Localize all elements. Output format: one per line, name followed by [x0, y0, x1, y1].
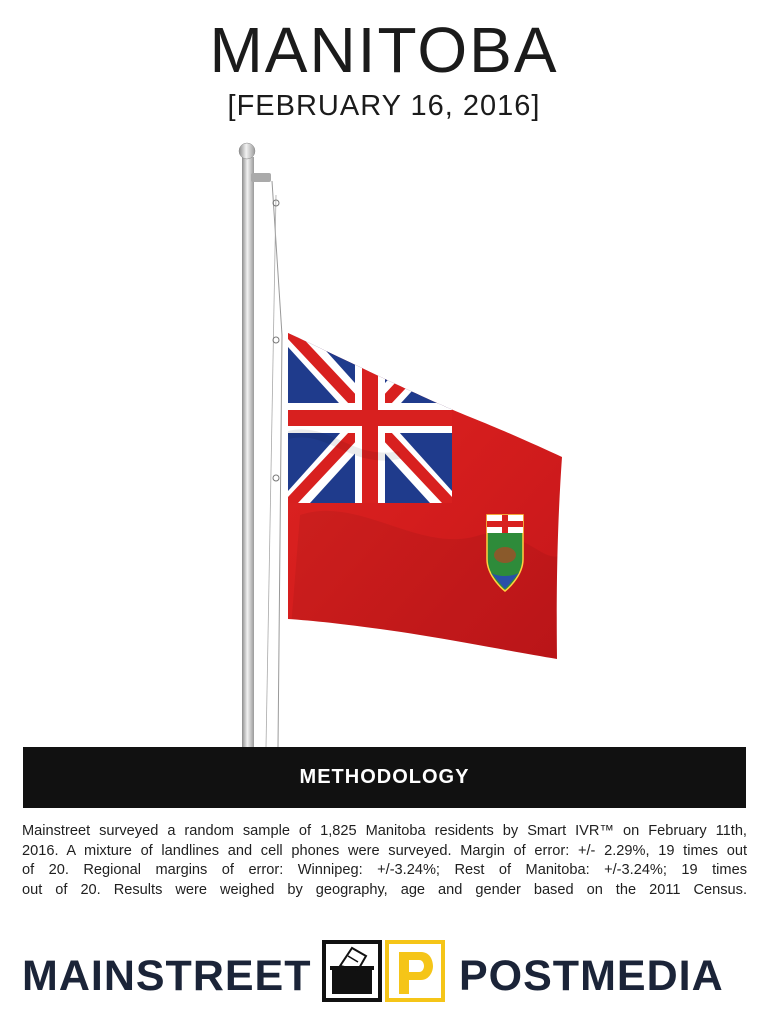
- methodology-line: 2016. A mixture of landlines and cell phones were surveyed. Margin of error: +/- 2.29%, 19 times out: [22, 842, 747, 859]
- methodology-line: of 20. Regional margins of error: Winnipeg: +/-3.24%; Rest of Manitoba: +/-3.24%; 19 times: [22, 862, 747, 878]
- manitoba-flag-icon: [0, 135, 768, 747]
- page-title: MANITOBA: [209, 14, 559, 86]
- page-date: [FEBRUARY 16, 2016]: [227, 90, 541, 122]
- methodology-line: Mainstreet surveyed a random sample of 1,825 Manitoba residents by Smart IVR™ on February 11th,: [22, 823, 747, 839]
- methodology-header: [23, 747, 746, 808]
- mainstreet-wordmark: MAINSTREET: [22, 952, 312, 1000]
- methodology-heading: METHODOLOGY: [299, 766, 470, 788]
- postmedia-wordmark: POSTMEDIA: [459, 952, 724, 1000]
- methodology-line: out of 20. Results were weighed by geography, age and gender based on the 2011 Census.: [22, 881, 747, 898]
- postmedia-p-icon: [385, 940, 445, 1002]
- ballot-box-icon: [322, 940, 382, 1002]
- methodology-body: [22, 822, 747, 900]
